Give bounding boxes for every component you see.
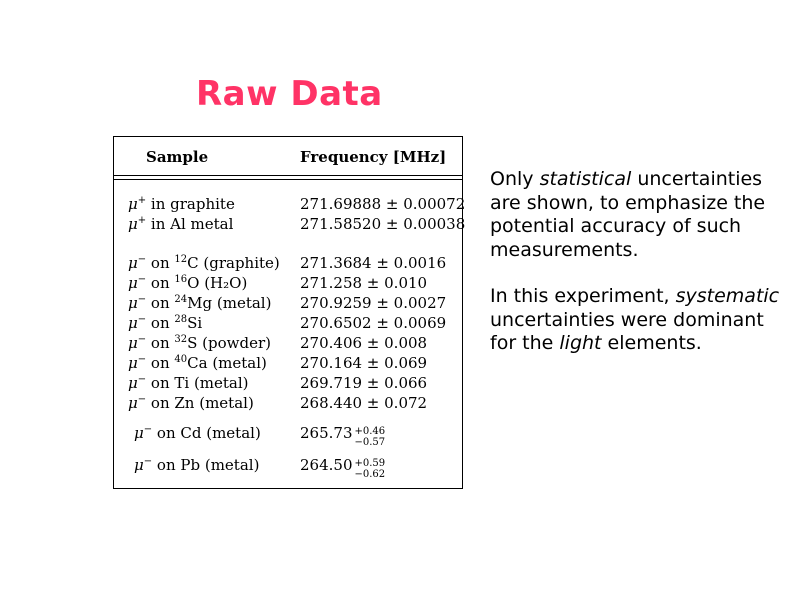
table-row	[114, 294, 462, 314]
sample-name: in Al metal	[150, 215, 234, 233]
sample-name: C (graphite)	[187, 254, 280, 272]
sample-name: Mg (metal)	[187, 294, 272, 312]
table-row	[114, 334, 462, 354]
muon-symbol: μ	[128, 294, 138, 312]
explanation-text	[490, 168, 790, 356]
table-row	[114, 394, 462, 414]
preposition: on	[150, 294, 170, 312]
table-row	[114, 314, 462, 334]
table-header	[114, 137, 462, 176]
frequency-value: 270.164 ± 0.069	[300, 354, 428, 372]
frequency-value: 269.719 ± 0.066	[300, 374, 428, 392]
header-frequency: Frequency [MHz]	[300, 148, 447, 166]
table-row	[114, 374, 462, 394]
muon-symbol: μ	[128, 354, 138, 372]
isotope-number: 28	[174, 314, 188, 325]
frequency-value: 270.6502 ± 0.0069	[300, 314, 447, 332]
muon-symbol: μ	[128, 274, 138, 292]
note-text: elements.	[601, 332, 702, 354]
sample-name: on Pb (metal)	[156, 456, 260, 474]
charge: −	[143, 424, 153, 435]
table-row	[114, 354, 462, 374]
table-row	[114, 215, 466, 235]
table-row	[114, 274, 462, 294]
charge: −	[137, 334, 147, 345]
sample-name: on Cd (metal)	[156, 424, 261, 442]
charge: −	[137, 374, 147, 385]
isotope-number: 40	[174, 354, 188, 365]
sample-name: Ca (metal)	[187, 354, 267, 372]
sample-name: on Ti (metal)	[150, 374, 249, 392]
asymmetric-error	[355, 426, 386, 448]
sample-name: on Zn (metal)	[150, 394, 254, 412]
frequency-value: 268.440 ± 0.072	[300, 394, 428, 412]
isotope-number: 16	[174, 274, 188, 285]
frequency-value: 271.69888 ± 0.00072	[300, 195, 466, 213]
preposition: on	[150, 274, 170, 292]
preposition: on	[150, 314, 170, 332]
note-systematic	[490, 285, 790, 356]
table-row	[114, 424, 462, 448]
muon-symbol: μ	[128, 394, 138, 412]
note-text: uncertainties are shown, to emphasize the potential accuracy of such measurements.	[490, 168, 766, 261]
charge: −	[137, 254, 147, 265]
preposition: on	[150, 254, 170, 272]
muon-symbol: μ	[128, 254, 138, 272]
frequency-value: 271.3684 ± 0.0016	[300, 254, 447, 272]
frequency-value: 265.73	[300, 424, 353, 442]
charge: −	[137, 354, 147, 365]
muon-symbol: μ	[128, 314, 138, 332]
sample-name: S (powder)	[187, 334, 272, 352]
frequency-value: 264.50	[300, 456, 353, 474]
error-plus: +0.46	[354, 426, 386, 437]
frequency-value: 271.58520 ± 0.00038	[300, 215, 466, 233]
muon-symbol: μ	[134, 424, 144, 442]
muon-symbol: μ	[128, 215, 138, 233]
slide-title: Raw Data	[196, 74, 383, 114]
note-text: In this experiment,	[490, 285, 676, 307]
muon-symbol: μ	[128, 374, 138, 392]
charge: −	[143, 456, 153, 467]
isotope-number: 32	[174, 334, 188, 345]
charge: +	[137, 195, 147, 206]
sample-name: in graphite	[150, 195, 235, 213]
error-plus: +0.59	[354, 458, 386, 469]
charge: −	[137, 314, 147, 325]
muon-symbol: μ	[128, 334, 138, 352]
frequency-value: 270.9259 ± 0.0027	[300, 294, 447, 312]
sample-name: O (H₂O)	[187, 274, 248, 292]
note-emphasis: statistical	[539, 168, 632, 190]
charge: −	[137, 274, 147, 285]
preposition: on	[150, 354, 170, 372]
table-row	[114, 195, 466, 215]
header-rule	[114, 179, 462, 180]
note-statistical	[490, 168, 790, 262]
note-text: Only	[490, 168, 540, 190]
asymmetric-error	[355, 458, 386, 480]
charge: −	[137, 294, 147, 305]
error-minus: −0.57	[354, 437, 386, 448]
error-minus: −0.62	[354, 469, 386, 480]
muon-symbol: μ	[134, 456, 144, 474]
charge: +	[137, 215, 147, 226]
note-text: uncertainties were dominant for the	[490, 308, 764, 354]
muon-symbol: μ	[128, 195, 138, 213]
table-row	[114, 254, 462, 274]
note-emphasis: systematic	[675, 285, 780, 307]
preposition: on	[150, 334, 170, 352]
table-row	[114, 456, 462, 480]
isotope-number: 24	[174, 294, 188, 305]
frequency-value: 271.258 ± 0.010	[300, 274, 428, 292]
isotope-number: 12	[174, 254, 188, 265]
sample-name: Si	[187, 314, 203, 332]
note-emphasis: light	[559, 332, 602, 354]
header-sample: Sample	[146, 148, 209, 166]
charge: −	[137, 394, 147, 405]
raw-data-table	[113, 136, 466, 489]
frequency-value: 270.406 ± 0.008	[300, 334, 428, 352]
